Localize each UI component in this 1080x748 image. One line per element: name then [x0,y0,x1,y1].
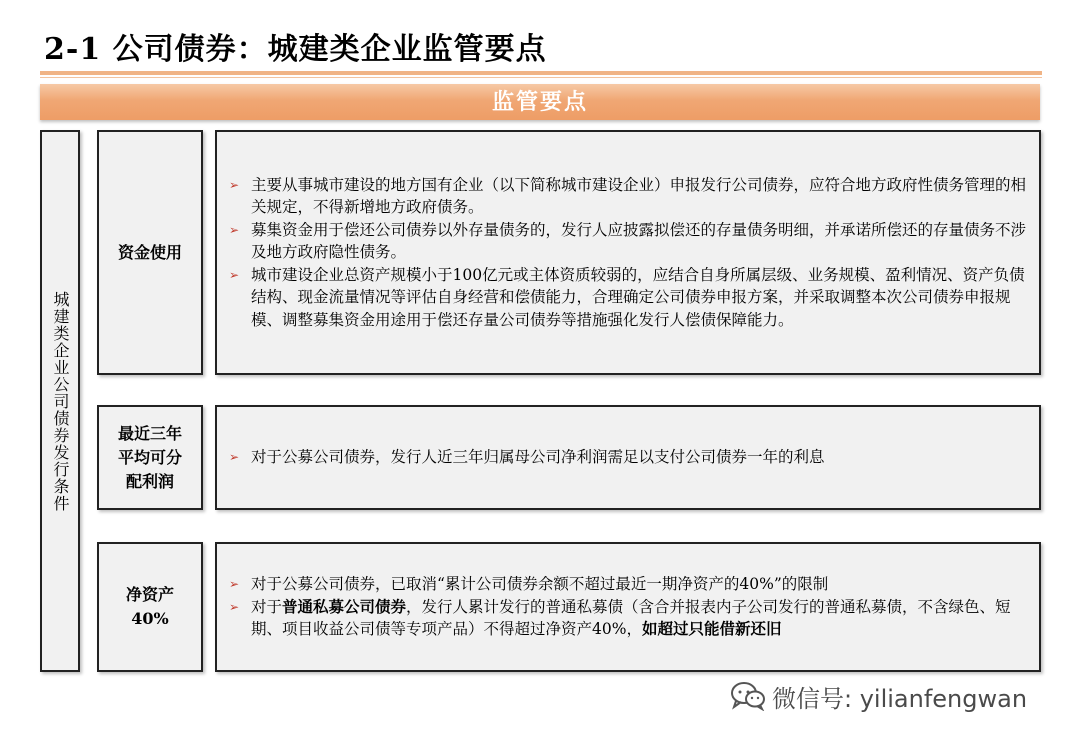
side-category-box [40,130,80,672]
title-underline-thin [40,77,1042,78]
wechat-icon [730,681,766,711]
page-title: 2-1 公司债券：城建类企业监管要点 [44,32,547,67]
bullet-text-part: 对于 [251,597,283,616]
bullet-text-part: ，发行人累计发行的普通私募债（含合并报表内子公司发行的普通私募债，不含绿色、短期、项目收益公司债等专项产品）不得超过净资产40%， [251,597,1011,639]
row-label-line: 配利润 [125,471,174,491]
watermark-text: 微信号: yilianfengwan [772,684,1028,713]
arrow-bullet-icon: ➢ [229,177,240,192]
row-label-text: 资金使用 [117,242,182,262]
arrow-bullet-icon: ➢ [229,599,240,614]
row-label-line: 最近三年 [117,423,182,443]
row-content-net-assets [215,542,1041,672]
arrow-bullet-icon: ➢ [229,577,240,592]
bullet-item [227,596,1029,641]
row-label-line: 平均可分 [117,447,182,467]
bullet-item [227,264,1029,332]
bullet-item [227,446,1029,469]
bullet-text-bold: 如超过只能借新还旧 [641,619,782,639]
bullet-text: 对于公募公司债券，发行人近三年归属母公司净利润需足以支付公司债券一年的利息 [251,448,825,467]
row-content-distributable-profit [215,405,1041,510]
row-label-net-assets [97,542,203,672]
bullet-text: 城市建设企业总资产规模小于100亿元或主体资质较弱的，应结合自身所属层级、业务规模、盈利情况、资产负债结构、现金流量情况等评估自身经营和偿债能力，合理确定公司债券申报方案，并采取调整本次公司债券申报规模、调整募集资金用途用于偿还存量公司债券等措施强化发行人偿债保障能力。 [251,265,1025,329]
bullet-text: 对于公募公司债券，已取消“累计公司债券余额不超过最近一期净资产的40%”的限制 [251,575,829,594]
watermark [730,680,1027,712]
bullet-text-bold: 普通私募公司债券 [282,596,407,616]
bullet-item [227,573,1029,596]
side-category-label: 城建类企业公司债券发行条件 [51,290,70,512]
title-underline [40,71,1042,75]
bullet-text: 募集资金用于偿还公司债券以外存量债务的，发行人应披露拟偿还的存量债务明细，并承诺所偿还的存量债务不涉及地方政府隐性债务。 [251,220,1027,262]
bullet-text: 主要从事城市建设的地方国有企业（以下简称城市建设企业）申报发行公司债券，应符合地方政府性债务管理的相关规定，不得新增地方政府债务。 [251,175,1027,217]
row-content-funds-use [215,130,1041,375]
row-label-line: 40% [131,609,169,628]
bullet-item [227,174,1029,219]
bullet-text [251,596,1029,641]
row-label-line: 净资产 [125,585,174,604]
arrow-bullet-icon: ➢ [229,222,240,237]
row-label-distributable-profit [97,405,203,510]
arrow-bullet-icon: ➢ [229,450,240,465]
row-label-funds-use [97,130,203,375]
section-banner: 监管要点 [40,84,1040,120]
arrow-bullet-icon: ➢ [229,267,240,282]
bullet-item [227,219,1029,264]
